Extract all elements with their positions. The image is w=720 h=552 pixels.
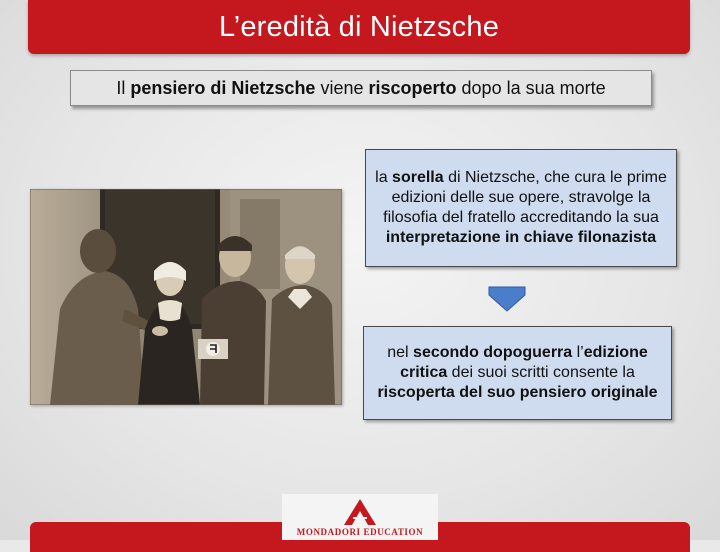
historical-photo xyxy=(30,189,342,405)
publisher-logo xyxy=(282,494,438,540)
info-box-postwar-text: nel secondo dopoguerra l’edizione critica dei suoi scritti consente la riscoperta del suo pensiero originale xyxy=(377,344,658,401)
info-box-sister xyxy=(365,149,677,267)
arrow-down-icon xyxy=(488,286,526,312)
info-box-sister-text: la sorella di Nietzsche, che cura le prime edizioni delle sue opere, stravolge la filosofia del fratello accreditando la sua interpretazione in chiave filonazista xyxy=(375,169,667,246)
subtitle-text: Il pensiero di Nietzsche viene riscoperto dopo la sua morte xyxy=(116,77,606,98)
mondadori-logo-icon xyxy=(343,498,377,526)
subtitle-box xyxy=(70,70,652,106)
info-box-postwar xyxy=(363,326,672,420)
title-bar xyxy=(28,0,690,54)
slide-title: L’eredità di Nietzsche xyxy=(218,10,500,43)
logo-text: MONDADORI EDUCATION xyxy=(296,527,424,537)
